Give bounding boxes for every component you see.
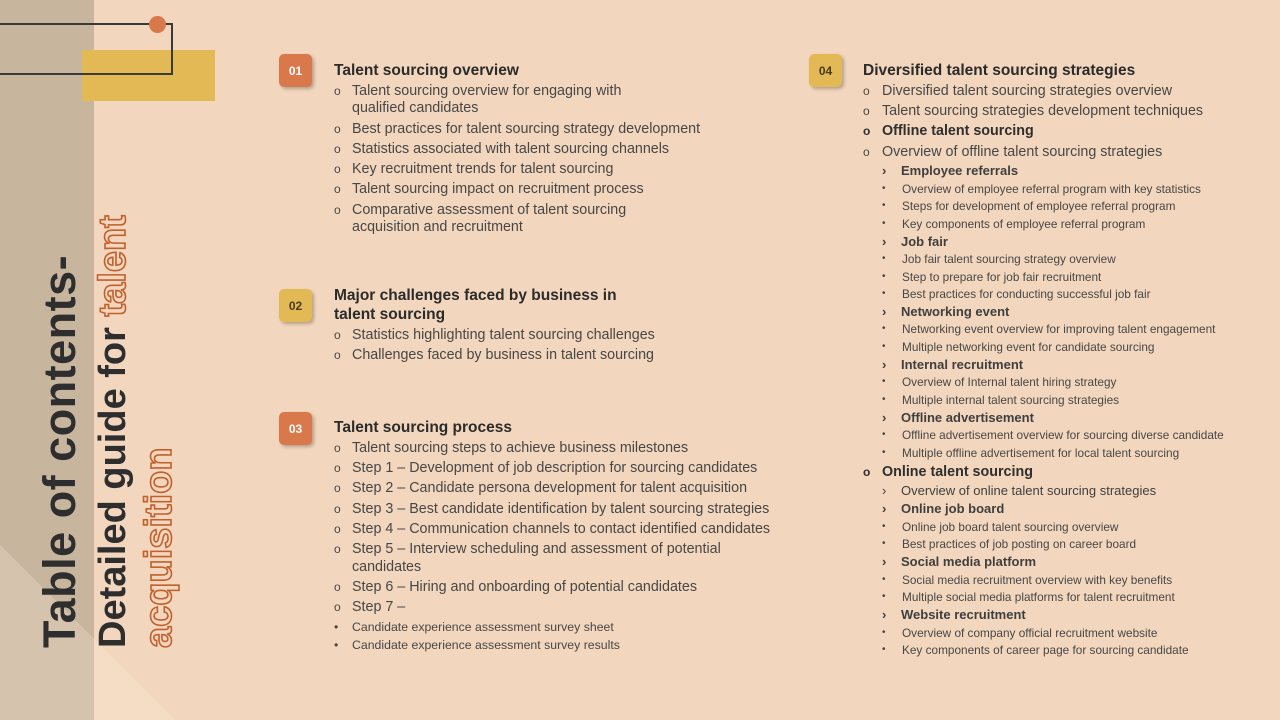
channel-item: • Job fair talent sourcing strategy overview [882, 251, 1273, 267]
list-item: o Step 4 – Communication channels to contact identified candidates [334, 521, 804, 539]
channel-heading: › Offline advertisement [882, 409, 1273, 426]
channel-item: • Key components of career page for sourcing candidate [882, 642, 1273, 658]
section-02 [334, 286, 794, 365]
list-item: o Statistics associated with talent sourcing channels [334, 141, 794, 159]
channel-heading: › Networking event [882, 303, 1273, 320]
channel-item: • Best practices for conducting successful job fair [882, 286, 1273, 302]
sub-list-item: • Candidate experience assessment survey sheet [334, 619, 804, 635]
section-badge-01: 01 [279, 54, 312, 87]
section-title: Diversified talent sourcing strategies [863, 62, 1136, 79]
frame-line-right [171, 23, 173, 75]
section-badge-03: 03 [279, 412, 312, 445]
section-title: Talent sourcing overview [334, 62, 519, 79]
channel-item: • Multiple social media platforms for talent recruitment [882, 589, 1273, 605]
sub-list-item: • Candidate experience assessment survey results [334, 637, 804, 653]
list-item: o Step 7 – [334, 599, 804, 617]
list-item: o Talent sourcing strategies development techniques [863, 103, 1273, 121]
list-item: o Talent sourcing overview for engaging with qualified candidates [334, 83, 794, 118]
section-04 [863, 61, 1273, 658]
section-01 [334, 61, 794, 237]
list-item: o Diversified talent sourcing strategies overview [863, 83, 1273, 101]
section-badge-02: 02 [279, 289, 312, 322]
list-item: o Step 6 – Hiring and onboarding of potential candidates [334, 579, 804, 597]
title-line-2-plain: Detailed guide for [92, 316, 134, 648]
section-03 [334, 418, 804, 653]
section-badge-04: 04 [809, 54, 842, 87]
channel-item: • Offline advertisement overview for sourcing diverse candidate [882, 427, 1273, 443]
list-item: o Online talent sourcing [863, 464, 1273, 482]
channel-item: • Steps for development of employee referral program [882, 198, 1273, 214]
channel-item: • Multiple networking event for candidate sourcing [882, 339, 1273, 355]
list-item: o Offline talent sourcing [863, 123, 1273, 141]
channel-item: • Overview of employee referral program with key statistics [882, 181, 1273, 197]
list-item: o Step 5 – Interview scheduling and assessment of potential candidates [334, 541, 804, 576]
channel-item: • Multiple internal talent sourcing strategies [882, 392, 1273, 408]
list-item: o Step 1 – Development of job description for sourcing candidates [334, 460, 804, 478]
channel-item: • Overview of company official recruitment website [882, 625, 1273, 641]
frame-line-bottom [0, 73, 173, 75]
list-item: o Step 3 – Best candidate identification by talent sourcing strategies [334, 501, 804, 519]
channel-item: • Online job board talent sourcing overview [882, 519, 1273, 535]
list-item: o Best practices for talent sourcing strategy development [334, 121, 794, 139]
channel-heading: › Website recruitment [882, 606, 1273, 623]
list-item: o Statistics highlighting talent sourcing challenges [334, 327, 794, 345]
list-item: o Challenges faced by business in talent sourcing [334, 347, 794, 365]
list-item: o Key recruitment trends for talent sourcing [334, 161, 794, 179]
channel-item: • Overview of Internal talent hiring strategy [882, 374, 1273, 390]
list-item: o Overview of offline talent sourcing strategies [863, 144, 1273, 162]
channel-heading: › Online job board [882, 500, 1273, 517]
channel-item: • Best practices of job posting on career board [882, 536, 1273, 552]
channel-item: • Step to prepare for job fair recruitment [882, 269, 1273, 285]
list-item: o Talent sourcing impact on recruitment process [334, 181, 794, 199]
list-item: o Talent sourcing steps to achieve business milestones [334, 440, 804, 458]
channel-heading: › Social media platform [882, 553, 1273, 570]
frame-line-top [0, 23, 173, 25]
section-title: Major challenges faced by business in talent sourcing [334, 287, 617, 323]
channel-heading: › Job fair [882, 233, 1273, 250]
list-item: o Comparative assessment of talent sourcing acquisition and recruitment [334, 202, 794, 237]
channel-item: • Social media recruitment overview with key benefits [882, 572, 1273, 588]
channel-item: • Multiple offline advertisement for local talent sourcing [882, 445, 1273, 461]
online-channels [863, 482, 1273, 658]
title-line-1: Table of contents- [34, 254, 85, 648]
title-line-3: acquisition [138, 447, 180, 648]
list-item: o Step 2 – Candidate persona development for talent acquisition [334, 480, 804, 498]
channel-heading: › Overview of online talent sourcing strategies [882, 482, 1273, 499]
accent-dot [149, 16, 166, 33]
gold-accent-band [82, 50, 215, 101]
title-line-2 [92, 215, 135, 648]
offline-channels [863, 162, 1273, 460]
channel-heading: › Employee referrals [882, 162, 1273, 179]
channel-item: • Key components of employee referral program [882, 216, 1273, 232]
title-line-2-outline: talent [92, 215, 134, 317]
channel-item: • Networking event overview for improving talent engagement [882, 321, 1273, 337]
section-title: Talent sourcing process [334, 419, 513, 436]
channel-heading: › Internal recruitment [882, 356, 1273, 373]
